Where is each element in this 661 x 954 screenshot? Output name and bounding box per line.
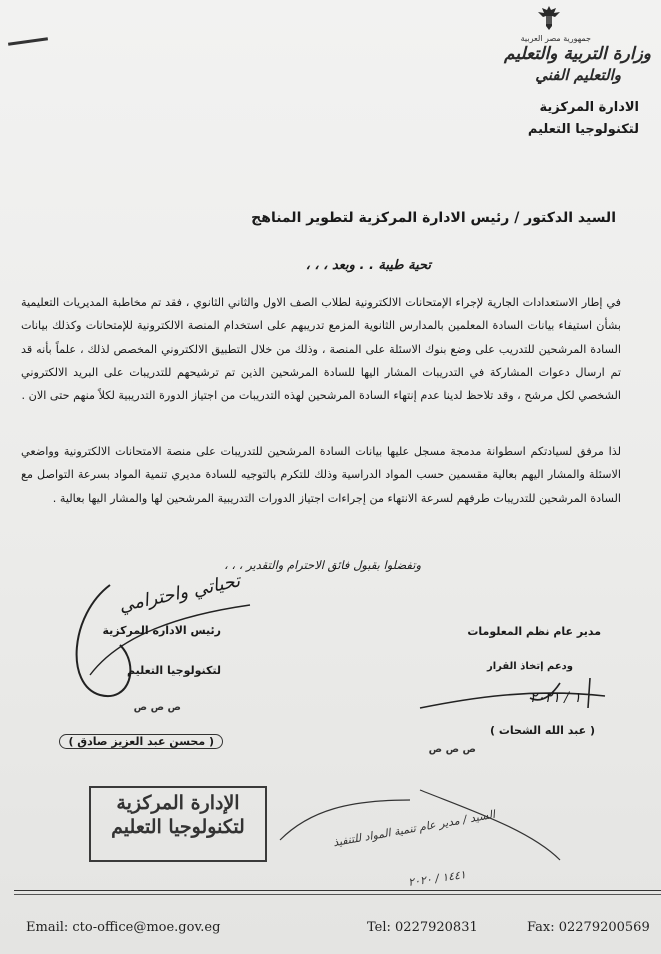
right-signer-role: ودعم إتخاذ القرار	[486, 661, 573, 672]
right-signer-name: ( عبد الله الشحات )	[490, 724, 595, 737]
official-stamp	[89, 786, 267, 862]
handwritten-note-text: السيد / مدير عام تنمية المواد للتنفيذ	[331, 807, 496, 850]
letter-greeting: تحية طيبة . . وبعد ، ، ،	[305, 258, 431, 273]
header-country: جمهورية مصر العربية	[520, 34, 591, 43]
footer-tel: Tel: 0227920831	[367, 920, 478, 935]
letter-addressee: السيد الدكتور / رئيس الادارة المركزية لتطوير المناهج	[251, 210, 616, 226]
eagle-emblem-icon	[536, 4, 562, 32]
handwritten-note-date: ١٤٤١ / ٢٠٢٠	[407, 868, 467, 889]
left-signer-role: لتكنولوجيا التعليم	[126, 664, 221, 677]
footer-email: Email: cto-office@moe.gov.eg	[26, 920, 221, 935]
left-signer-code: ص ص ص	[133, 702, 181, 713]
stamp-line-1: الإدارة المركزية	[116, 792, 240, 814]
letter-paragraph-1: في إطار الاستعدادات الجارية لإجراء الإمتحانات الالكترونية لطلاب الصف الاول والثاني الثانوي ، فقد تم مخاطبة المديريات التعليمية بشأن استيفاء بيانات السادة المعلمين بالمدارس الثانوية المزمع تدريبهم على استخدام المنصة الالكترونية للإمتحانات وكذلك بيانات السادة المرشحين للتدريب على وضع بنوك الاسئلة على المنصة ، وذلك من خلال التطبيق الالكتروني المخصص لذلك ، علماً بأنه قد تم ارسال دعوات المشاركة في التدريبات المشار اليها للسادة المرشحين الذين تم ترشيحهم للتدريبات على البريد الالكتروني الشخصي لكل مرشح ، وقد تلاحظ لدينا عدم إنتهاء السادة المرشحين لهذه التدريبات من اجتياز الدورة التدريبية لكلاً منهم حتى الان .	[21, 296, 621, 403]
corner-mark	[8, 37, 48, 46]
left-signer-name: ( محسن عبد العزيز صادق )	[59, 734, 223, 749]
header-admin-line1: الادارة المركزية	[539, 100, 639, 115]
footer-rule-thin	[14, 894, 661, 895]
header-ministry-line2: والتعليم الفني	[535, 66, 621, 84]
header-admin-line2: لتكنولوجيا التعليم	[527, 122, 639, 137]
footer-fax: Fax: 02279200569	[527, 920, 650, 935]
letter-paragraph-2: لذا مرفق لسيادتكم اسطوانة مدمجة مسجل عليها بيانات السادة المرشحين للتدريبات على منصة الامتحانات الالكترونية وواضعي الاسئلة والمشار اليهم بعالية مقسمين حسب المواد الدراسية وذلك للتكرم بالتوجيه للسادة مديري تنمية المواد بسرعة التواصل مع السادة المرشحين للتدريبات طرفهم لسرعة الانتهاء من إجراءات اجتياز الدورات التدريبية المرشحين لها والمشار اليها بعالية .	[21, 445, 621, 505]
right-signer-date: ١ / ٢٠٢١	[529, 690, 581, 706]
signature-handwriting: تحياتي واحترامي	[117, 570, 242, 617]
right-signer-title: مدير عام نظم المعلومات	[467, 625, 601, 638]
letter-closing: وتفضلوا بقبول فائق الاحترام والتقدير ، ، ،	[224, 558, 421, 572]
header-ministry-line1: وزارة التربية والتعليم	[504, 44, 651, 64]
left-signer-title: رئيس الادارة المركزية	[102, 624, 221, 637]
footer-rule	[14, 890, 661, 891]
right-signer-code: ص ص ص	[428, 744, 476, 755]
stamp-line-2: لتكنولوجيا التعليم	[111, 816, 245, 838]
